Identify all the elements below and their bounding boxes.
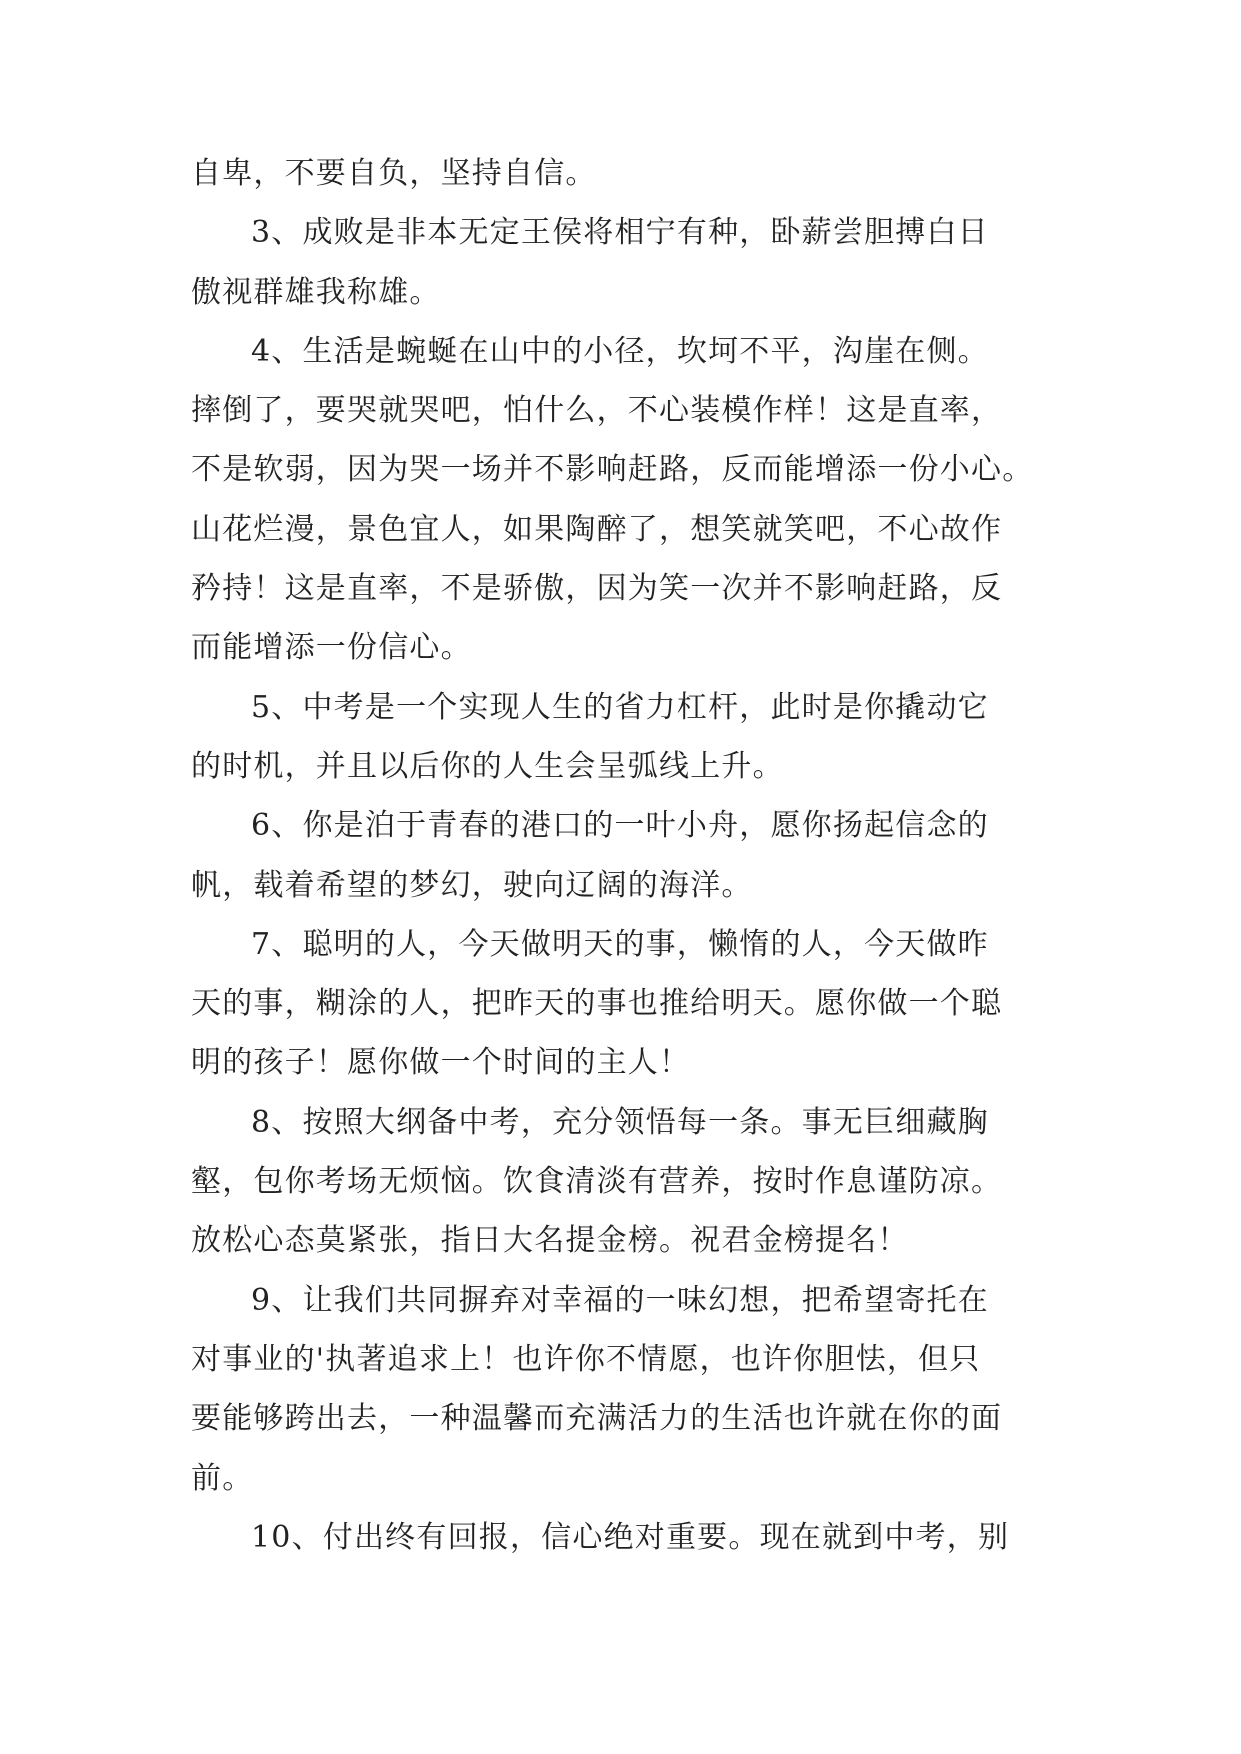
text-line: 10、付出终有回报，信心绝对重要。现在就到中考，别 [251, 1519, 1010, 1555]
text-line: 山花烂漫，景色宜人，如果陶醉了，想笑就笑吧，不心故作 [191, 511, 1003, 547]
text-line: 6、你是泊于青春的港口的一叶小舟，愿你扬起信念的 [251, 808, 989, 844]
text-line: 天的事，糊涂的人，把昨天的事也推给明天。愿你做一个聪 [191, 986, 1003, 1022]
text-line: 不是软弱，因为哭一场并不影响赶路，反而能增添一份小心。 [191, 452, 1034, 488]
text-line: 放松心态莫紧张，指日大名提金榜。祝君金榜提名！ [191, 1223, 909, 1259]
text-line: 8、按照大纲备中考，充分领悟每一条。事无巨细藏胸 [251, 1104, 989, 1140]
text-line: 对事业的'执著追求上！也许你不情愿，也许你胆怯，但只 [191, 1341, 981, 1377]
text-line: 前。 [191, 1460, 254, 1496]
text-line: 3、成败是非本无定王侯将相宁有种，卧薪尝胆搏白日 [251, 215, 989, 251]
text-line: 的时机，并且以后你的人生会呈弧线上升。 [191, 748, 784, 784]
text-line: 矜持！这是直率，不是骄傲，因为笑一次并不影响赶路，反 [191, 571, 1003, 607]
text-line: 摔倒了，要哭就哭吧，怕什么，不心装模作样！这是直率， [191, 393, 1003, 429]
text-line: 9、让我们共同摒弃对幸福的一味幻想，把希望寄托在 [251, 1282, 989, 1318]
document-body [191, 155, 1071, 1578]
text-line: 要能够跨出去，一种温馨而充满活力的生活也许就在你的面 [191, 1401, 1003, 1437]
text-line: 7、聪明的人，今天做明天的事，懒惰的人，今天做昨 [251, 926, 989, 962]
text-line: 而能增添一份信心。 [191, 630, 472, 666]
text-line: 4、生活是蜿蜒在山中的小径，坎坷不平，沟崖在侧。 [251, 333, 989, 369]
text-line: 傲视群雄我称雄。 [191, 274, 441, 310]
text-line: 壑，包你考场无烦恼。饮食清淡有营养，按时作息谨防凉。 [191, 1164, 1003, 1200]
text-line: 明的孩子！愿你做一个时间的主人！ [191, 1045, 691, 1081]
text-line: 帆，载着希望的梦幻，驶向辽阔的海洋。 [191, 867, 753, 903]
text-line: 自卑，不要自负，坚持自信。 [191, 156, 597, 191]
text-line: 5、中考是一个实现人生的省力杠杆，此时是你撬动它 [251, 689, 989, 725]
